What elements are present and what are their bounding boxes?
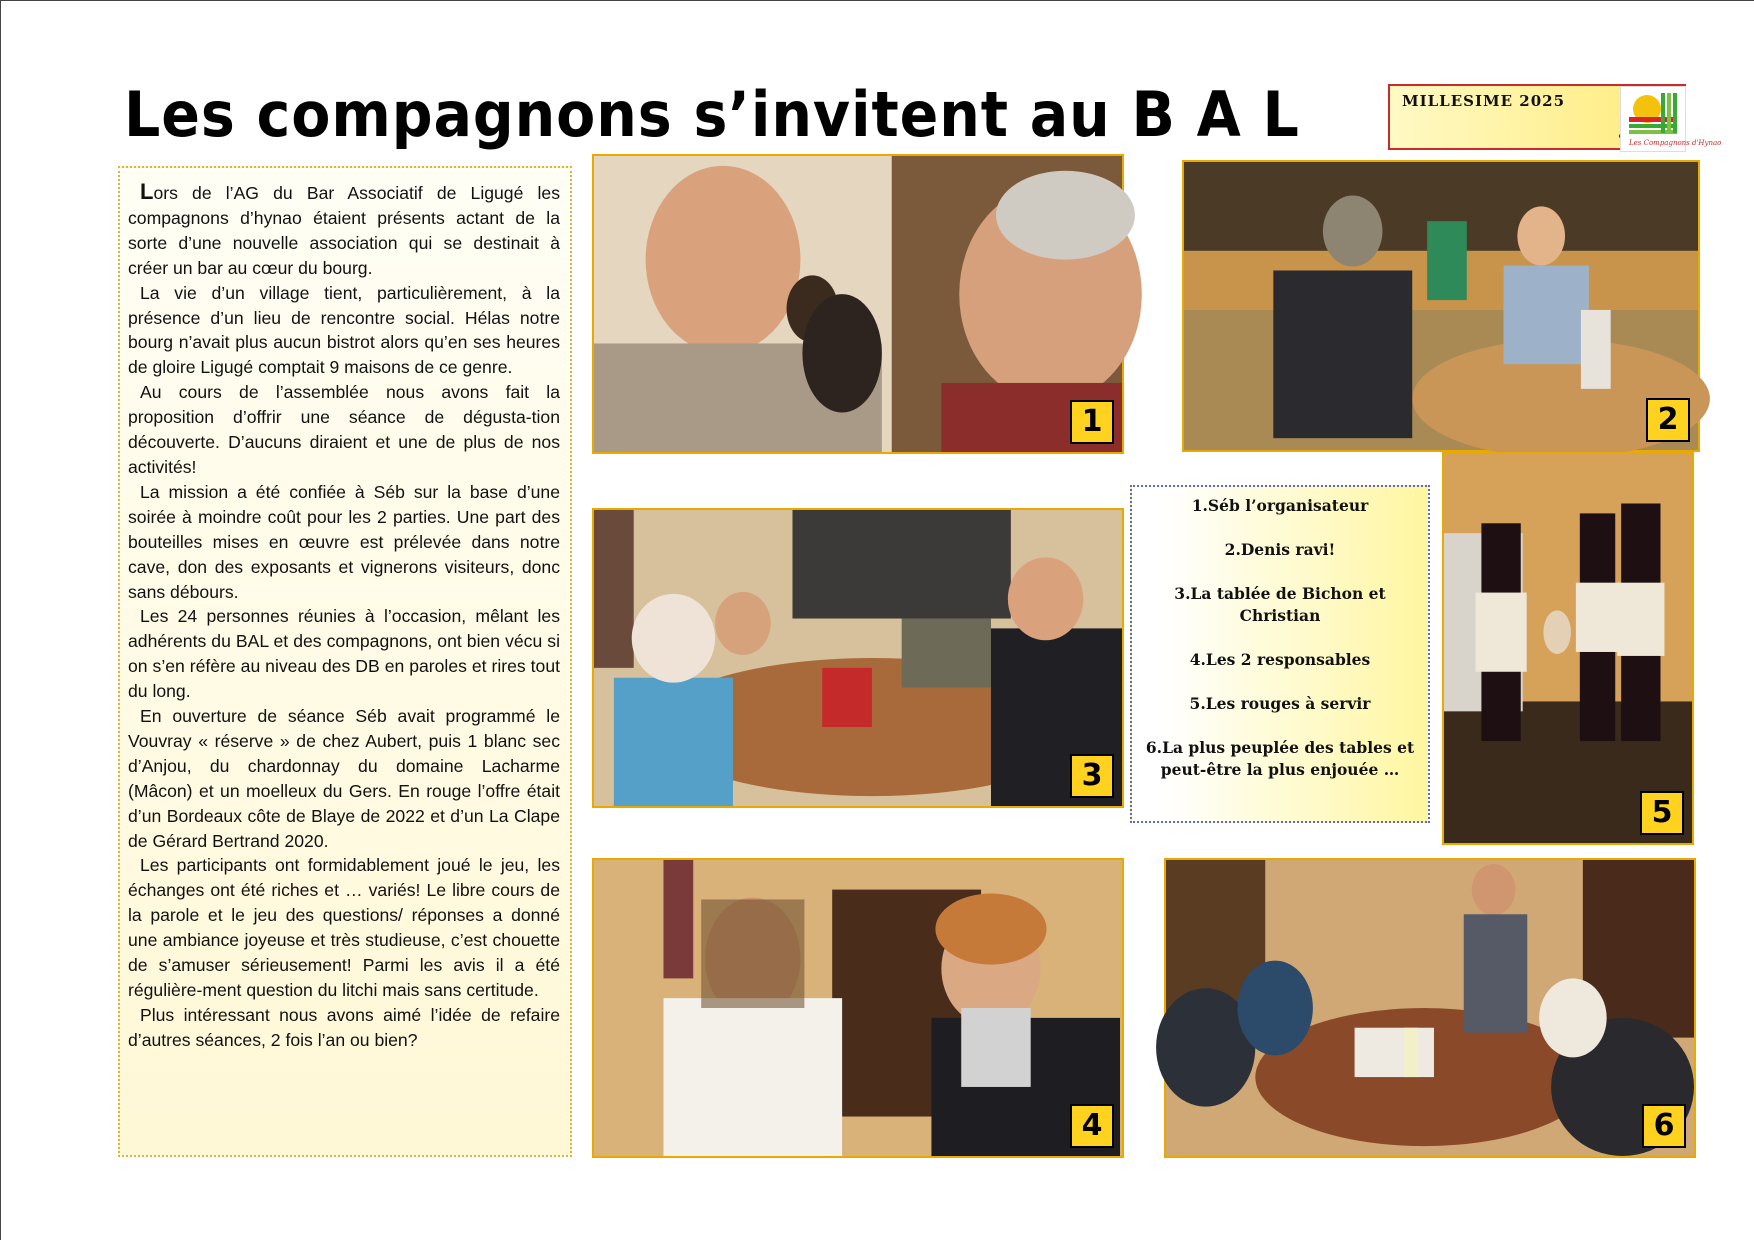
article-paragraph: La mission a été confiée à Séb sur la base d’une soirée à moindre coût pour les 2 parties. Une part des bouteilles mises en œuvre est prélevée dans notre cave, don des exposants et vignerons visiteurs, donc sans débours.: [128, 481, 560, 602]
photo-6: [1164, 858, 1696, 1158]
photo-number: 5: [1640, 791, 1684, 835]
photo-captions: [1130, 485, 1430, 823]
photo-number: 1: [1070, 400, 1114, 444]
article-paragraph: En ouverture de séance Séb avait programmé le Vouvray « réserve » de chez Aubert, puis 1 blanc sec d’Anjou, du chardonnay du domaine Lacharme (Mâcon) et un moelleux du Gers. En rouge l’offre était d’un Bordeaux côte de Blaye de 2022 et d’un La Clape de Gérard Bertrand 2020.: [128, 706, 560, 851]
photo-1: [592, 154, 1124, 454]
photo-number: 4: [1070, 1104, 1114, 1148]
article-paragraph: Les 24 personnes réunies à l’occasion, mêlant les adhérents du BAL et des compagnons, ont bien vécu si on s’en réfère au niveau des DB en paroles et rires tout du long.: [128, 606, 560, 702]
article-paragraph: Les participants ont formidablement joué le jeu, les échanges ont été riches et … variés! Le libre cours de la parole et le jeu des questions/ réponses a donné une ambiance joyeuse et très studieuse, c’est chouette de s’amuser sérieusement! Parmi les avis il a été régulière-ment question du litchi mais sans certitude.: [128, 855, 560, 1000]
page-title: Les compagnons s’invitent au B A L: [124, 78, 1300, 151]
page-border-left: [0, 0, 1, 1240]
photo-number: 6: [1642, 1104, 1686, 1148]
caption-6: 6.La plus peuplée des tables et peut-être la plus enjouée …: [1145, 738, 1415, 779]
article-paragraph: Au cours de l’assemblée nous avons fait la proposition d’offrir une séance de dégusta-tion découverte. D’aucuns diraient et une de plus de nos activités!: [128, 382, 560, 477]
badge-year: MILLESIME 2025: [1402, 92, 1566, 110]
photo-number: 3: [1070, 754, 1114, 798]
logo-text: Les Compagnons d'Hynao: [1629, 139, 1722, 147]
caption-3: 3.La tablée de Bichon et Christian: [1174, 584, 1386, 625]
article-paragraph: Lors de l’AG du Bar Associatif de Ligugé les compagnons d’hynao étaient présents actant de la sorte d’une nouvelle association qui se destinait à créer un bar au cœur du bourg.: [128, 179, 560, 278]
compagnons-logo-icon: [1620, 86, 1722, 152]
caption-1: 1.Séb l’organisateur: [1191, 496, 1369, 515]
dropcap: L: [140, 179, 154, 204]
caption-4: 4.Les 2 responsables: [1189, 650, 1371, 669]
photo-3: [592, 508, 1124, 808]
article-paragraph: Plus intéressant nous avons aimé l’idée de refaire d’autres séances, 2 fois l’an ou bien?: [128, 1004, 560, 1050]
page-border-top: [0, 0, 1754, 1]
article-text: [118, 166, 572, 1157]
caption-5: 5.Les rouges à servir: [1189, 694, 1371, 713]
photo-number: 2: [1646, 398, 1690, 442]
photo-5: [1442, 452, 1694, 845]
photo-2: [1182, 160, 1700, 452]
caption-2: 2.Denis ravi!: [1224, 540, 1336, 559]
photo-4: [592, 858, 1124, 1158]
article-paragraph: La vie d’un village tient, particulièrement, à la présence d’un lieu de rencontre social. Hélas notre bourg n’avait plus aucun bistrot alors qu’en ses heures de gloire Ligugé comptait 9 maisons de ce genre.: [128, 282, 560, 378]
